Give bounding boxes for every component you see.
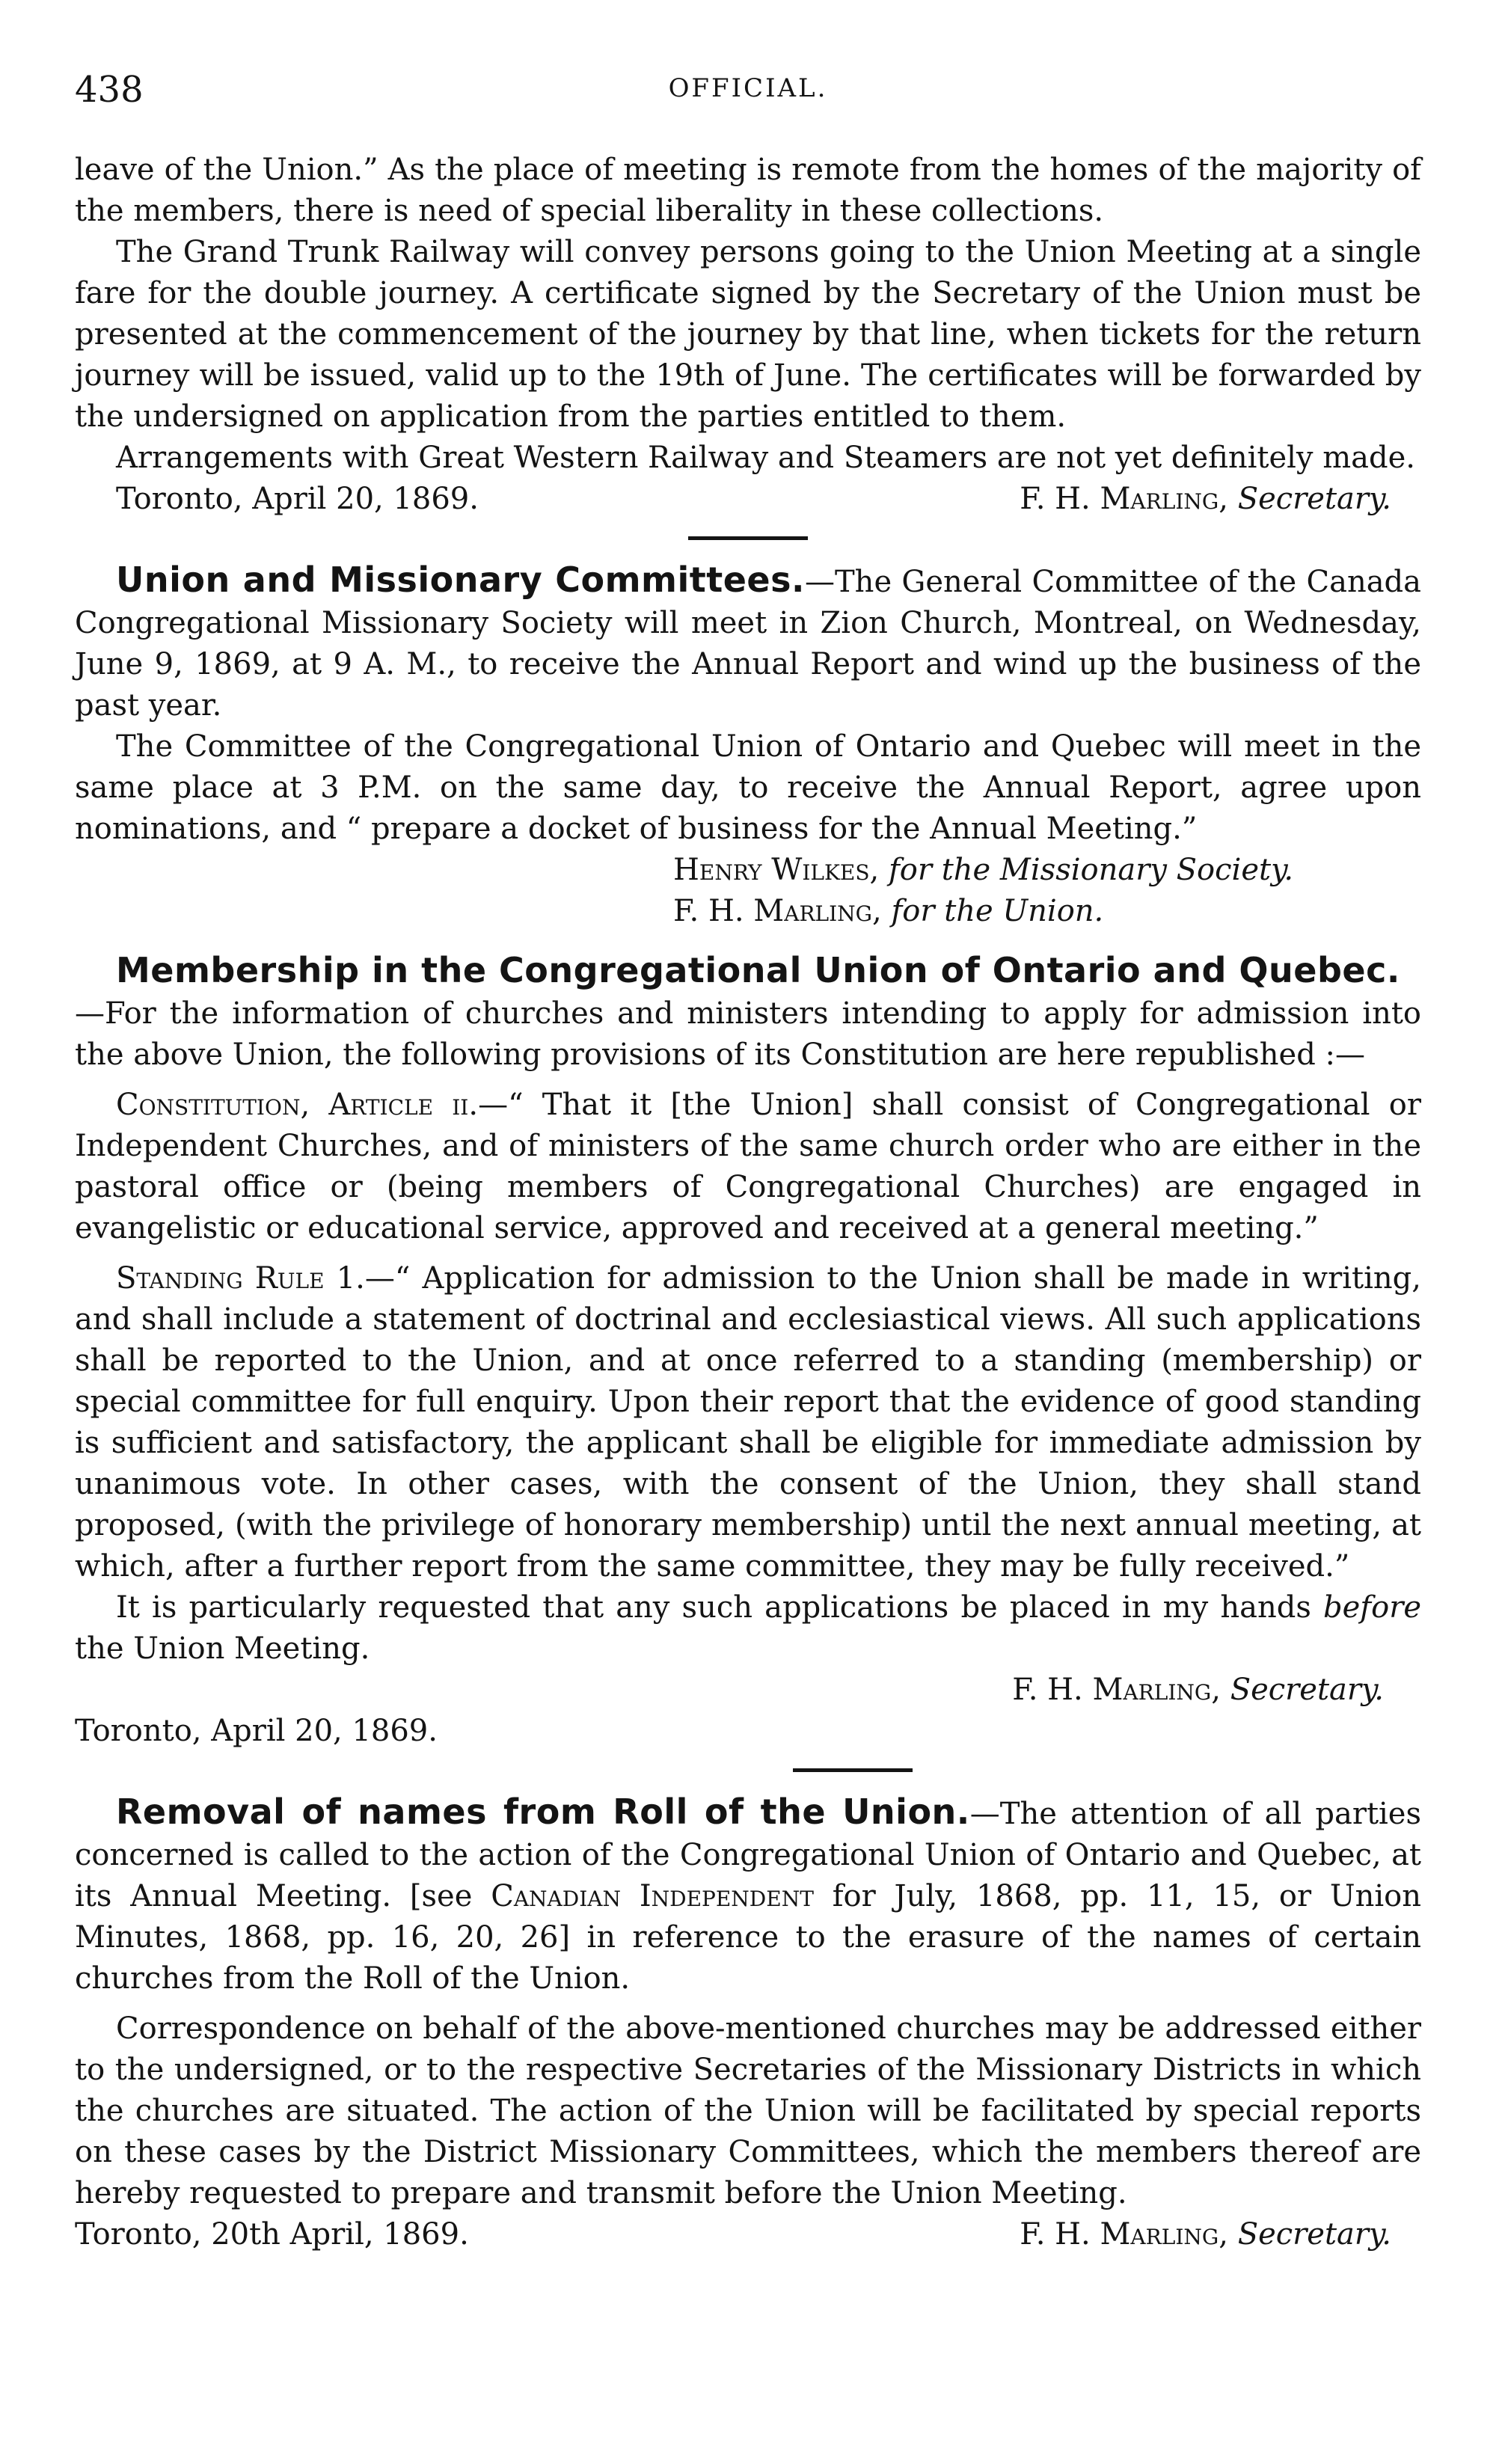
paragraph-text: —“ That it [the Union] shall consist of Congregational or Independent Churches, and of ministers of the same church order who are either in the pastoral office or (being members of Congregational Churches) are engaged in evangelistic or educational service, approved and received at a general meeting.” <box>75 1088 1421 1245</box>
paragraph: The Committee of the Congregational Union of Ontario and Quebec will meet in the same place at 3 P.M. on the same day, to receive the Annual Report, agree upon nominations, and “ prepare a docket of business for the Annual Meeting.” <box>75 729 1421 846</box>
page-header <box>75 69 1421 129</box>
paragraph: The Grand Trunk Railway will convey persons going to the Union Meeting at a single fare for the double journey. A certificate signed by the Secretary of the Union must be presented at the commencement of the journey by that line, when tickets for the return journey will be issued, valid up to the 19th of June. The certificates will be forwarded by the undersigned on application from the parties entitled to them. <box>75 235 1421 434</box>
signature-title: Secretary. <box>1237 2217 1391 2252</box>
signature-title: Secretary. <box>1237 482 1391 516</box>
dateline-row <box>75 1711 1421 1752</box>
signature-title: Secretary. <box>1230 1673 1384 1707</box>
paragraph: Arrangements with Great Western Railway and Steamers are not yet definitely made. <box>116 441 1415 475</box>
paragraph-text: —The attention of all parties concerned is called to the action of the Congregational Union of Ontario and Quebec, at its Annual Meeting. [see <box>75 1797 1422 1913</box>
paragraph-text: —“ Application for admission to the Union shall be made in writing, and shall include a statement of doctrinal and ecclesiastical views. All such applications shall be reported to the Union, and at once referred to a standing (membership) or special committee for full enquiry. Upon their report that the evidence of good standing is sufficient and satisfactory, the applicant shall be eligible for immediate admission by unanimous vote. In other cases, with the consent of the Union, they shall stand proposed, (with the privilege of honorary membership) until the next annual meeting, at which, after a further report from the same committee, they may be fully received.” <box>75 1261 1421 1584</box>
signature-line <box>673 891 1421 932</box>
signature <box>1020 479 1391 520</box>
paragraph <box>75 1258 1421 1587</box>
paragraph-text: —The General Committee of the Canada Congregational Missionary Society will meet in Zion Church, Montreal, on Wednesday, June 9, 1869, at 9 A. M., to receive the Annual Report and wind up the business of the past year. <box>75 565 1422 723</box>
article-label: Constitution, Article ii. <box>116 1088 479 1122</box>
paragraph <box>75 560 1421 726</box>
section-committees <box>75 560 1421 932</box>
section-heading-line <box>75 950 1421 993</box>
signature-role: for the Missionary Society. <box>888 853 1294 887</box>
paragraph <box>75 1587 1421 1670</box>
section-heading: Removal of names from Roll of the Union. <box>116 1792 970 1832</box>
paragraph-text: the Union Meeting. <box>75 1631 370 1666</box>
section-membership <box>75 950 1421 1752</box>
section-heading: Membership in the Congregational Union of Ontario and Quebec. <box>116 950 1400 990</box>
paragraph: leave of the Union.” As the place of meeting is remote from the homes of the majority of the members, there is need of special liberality in these collections. <box>75 153 1421 228</box>
paragraph-text: It is particularly requested that any such applications be placed in my hands <box>116 1590 1311 1625</box>
publication-name: Canadian Independent <box>491 1879 814 1913</box>
signature-line <box>673 850 1421 891</box>
emphasis: before <box>1323 1590 1421 1625</box>
running-head: OFFICIAL. <box>668 73 828 103</box>
section-divider <box>688 536 808 540</box>
signature-role: for the Union. <box>891 894 1104 928</box>
paragraph: Correspondence on behalf of the above-mentioned churches may be addressed either to the undersigned, or to the respective Secretaries of the Missionary Districts in which the churches are situated. The action of the Union will be facilitated by special reports on these cases by the District Missionary Committees, which the members thereof are hereby requested to prepare and transmit before the Union Meeting. <box>75 2011 1421 2210</box>
signature-block <box>673 850 1421 932</box>
paragraph: —For the information of churches and ministers intending to apply for admission into the above Union, the following provisions of its Constitution are here republished :— <box>75 996 1421 1072</box>
section-divider <box>793 1768 913 1772</box>
rule-label: Standing Rule 1. <box>116 1261 365 1296</box>
signature-name: Henry Wilkes, <box>673 853 880 887</box>
section-intro <box>75 150 1421 520</box>
page-body <box>75 150 1421 2255</box>
paragraph-text: for July, 1868, pp. 11, 15, or Union Minutes, 1868, pp. 16, 20, 26] in reference to the erasure of the names of certain churches from the Roll of the Union. <box>75 1879 1422 1996</box>
signature-name: F. H. Marling, <box>673 894 882 928</box>
section-heading: Union and Missionary Committees. <box>116 560 805 600</box>
section-removal <box>75 1792 1421 2255</box>
signature-name: F. H. Marling, <box>1012 1673 1221 1707</box>
dateline: Toronto, April 20, 1869. <box>75 1714 438 1748</box>
signature-name: F. H. Marling, <box>1020 2217 1228 2252</box>
page-number: 438 <box>75 69 144 111</box>
signature-name: F. H. Marling, <box>1020 482 1228 516</box>
dateline: Toronto, April 20, 1869. <box>116 482 479 516</box>
signature <box>75 1670 1421 1711</box>
paragraph <box>75 1085 1421 1249</box>
signature <box>1020 2214 1391 2255</box>
dateline-signature <box>75 2214 1421 2255</box>
dateline: Toronto, 20th April, 1869. <box>75 2217 469 2252</box>
dateline-signature <box>75 479 1421 520</box>
paragraph <box>75 1792 1421 1999</box>
